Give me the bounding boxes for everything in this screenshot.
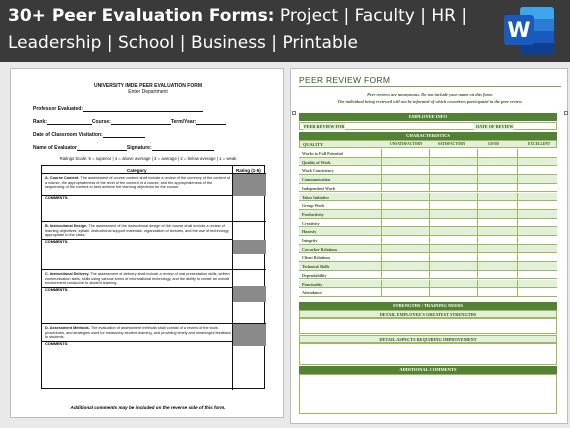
quality-label: Coworker Relations [302,246,338,252]
quality-label: Independent Work [302,185,336,191]
quality-row[interactable] [299,271,557,280]
quality-label: Work Consistency [302,168,334,174]
quality-label: Quality of Work [302,159,331,165]
strengths-header: STRENGTHS / TRAINING NEEDS [299,302,557,310]
quality-row[interactable] [299,210,557,219]
quality-row[interactable] [299,175,557,184]
characteristics-header: CHARACTERISTICS [299,132,557,140]
quality-label: Group Work [302,203,325,209]
quality-label: Productivity [302,211,324,217]
banner-title-line-2: Leadership | School | Business | Printable [8,33,358,53]
quality-row[interactable] [299,227,557,236]
banner [0,0,570,62]
form-title: UNIVERSITY IMDE PEER EVALUATION FORM [93,83,203,89]
quality-row[interactable] [299,280,557,289]
section-instructional-design: B. Instructional Design. The assessment of the instructional design of the course shall include a review of learning objectives, syllabi, instructional support materials, organization of lectures, and the use of technology appropriate to the class. COMMENTS: [42,222,266,270]
quality-row[interactable] [299,149,557,158]
rating-cell[interactable] [233,324,266,346]
rating-cell[interactable] [233,174,266,196]
peer-review-title: PEER REVIEW FORM [299,75,391,85]
rating-header: Rating (1-5) [236,167,261,173]
word-logo-icon [500,3,558,59]
rating-cell[interactable] [233,240,266,254]
quality-label: Communication [302,177,331,183]
quality-label: Takes Initiative [302,194,330,200]
word-logo-letter: W [504,15,534,45]
category-header: Category [127,167,147,173]
quality-row[interactable] [299,166,557,175]
quality-label: Honesty [302,229,317,235]
privacy-note: The individual being reviewed will not be informed of which coworkers participated in the peer review. [337,99,523,104]
rank-course-term-fields[interactable]: Rank: Course: Term/Year: [33,119,226,125]
banner-title-rest: Project | Faculty | HR | [274,6,468,26]
quality-columns-header: QUALITY UNSATISFACTORY SATISFACTORY GOOD EXCELLENT [299,140,557,148]
employee-info-header: EMPLOYEE INFO [299,113,557,121]
comments-label: COMMENTS: [45,342,69,346]
peer-review-form [290,68,568,424]
improvement-input[interactable] [299,343,557,365]
banner-title-line-1 [8,6,467,26]
additional-comments-input[interactable] [299,374,557,414]
quality-label: Client Relations [302,255,331,261]
comments-label: COMMENTS: [45,196,69,200]
section-course-content: A. Course Content. The assessment of course content shall include a review of the currency of the content of a course, the appropriateness of the level of the content of a course, and the appropriateness of the sequencing of the content to best achieve the learning objectives for the course. COMMENTS: [42,174,266,222]
professor-field[interactable]: Professor Evaluated: [33,106,203,112]
university-peer-evaluation-form [10,68,284,418]
preview-area [0,62,570,428]
section-instructional-delivery: C. Instructional Delivery. The assessment of delivery shall include a review of oral presentation skills, written communication skills, skills using various forms of informational technology, and the ability to create an overall environment conducive to student learning. COMMENTS: [42,270,266,324]
quality-label: Punctuality [302,281,323,287]
quality-label: Attendance [302,290,323,296]
quality-row[interactable] [299,158,557,167]
anonymity-note: Peer reviews are anonymous. Do not include your name on this form. [367,92,493,97]
quality-label: Dependability [302,272,327,278]
additional-comments-header: ADDITIONAL COMMENTS [299,366,557,374]
quality-row[interactable] [299,236,557,245]
improvement-label: DETAIL ASPECTS REQUIRING IMPROVEMENT [299,335,557,343]
evaluator-signature-fields[interactable]: Name of Evaluator Signature: [33,145,214,151]
form-footer-note: Additional comments may be included on the reverse side of this form. [70,405,226,410]
quality-row[interactable] [299,184,557,193]
evaluation-grid [41,165,265,389]
quality-row[interactable] [299,288,557,297]
quality-row[interactable] [299,262,557,271]
quality-row[interactable] [299,193,557,202]
quality-row[interactable] [299,201,557,210]
banner-title-bold: 30+ Peer Evaluation Forms: [8,6,275,26]
employee-info-row[interactable]: PEER REVIEW FOR DATE OF REVIEW [299,122,557,130]
rating-cell[interactable] [233,286,266,302]
form-department: Enter Department [128,89,168,95]
visitation-field[interactable]: Date of Classroom Visitation: [33,132,145,138]
greatest-strengths-input[interactable] [299,318,557,334]
comments-label: COMMENTS: [45,240,69,244]
quality-row[interactable] [299,245,557,254]
section-assessment-methods: D. Assessment Methods. The evaluation of assessment methods shall consist of a review of the tools, procedures, and strategies used for measuring student learning, and providing timely and meaningful feedback to students. COMMENTS: [42,324,266,390]
quality-label: Integrity [302,238,318,243]
quality-row[interactable] [299,219,557,228]
quality-label: Creativity [302,220,320,226]
greatest-strengths-label: DETAIL EMPLOYEE'S GREATEST STRENGTHS [299,310,557,318]
rating-scale: Ratings Scale: 5 = superior | 4 = above average | 3 = average | 2 = below average | 1 = weak [59,156,237,161]
quality-label: Works to Full Potential [302,151,343,156]
quality-label: Technical Skills [302,264,330,270]
comments-label: COMMENTS: [45,288,69,292]
quality-row[interactable] [299,253,557,262]
